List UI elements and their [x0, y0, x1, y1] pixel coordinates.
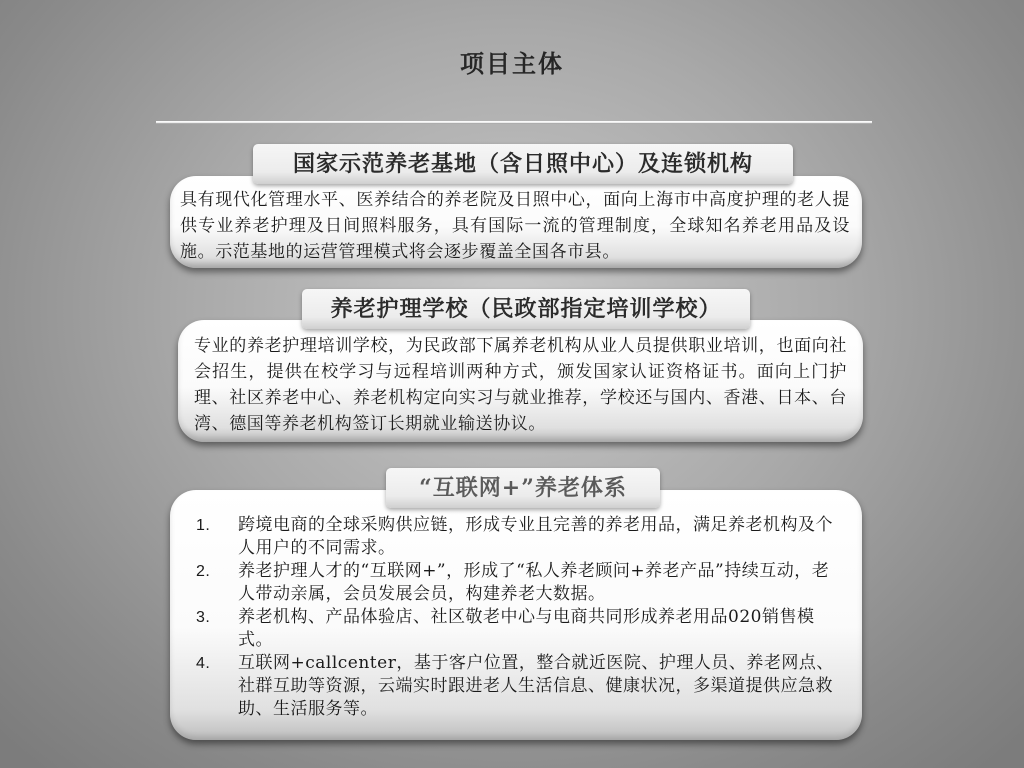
page-title: 项目主体 [460, 49, 564, 78]
section-label-internet-plus: “互联网+”养老体系 [386, 468, 660, 508]
list-item-text: 互联网+callcenter，基于客户位置，整合就近医院、护理人员、养老网点、社群互助等资源，云端实时跟进老人生活信息、健康状况，多渠道提供应急救助、生活服务等。 [238, 653, 834, 719]
list-item [196, 560, 838, 606]
title-divider [156, 121, 872, 124]
list-item-text: 养老机构、产品体验店、社区敬老中心与电商共同形成养老用品020销售模式。 [238, 607, 815, 650]
list-item-number: 1. [196, 517, 211, 534]
list-item-number: 3. [196, 609, 211, 626]
section-label-nursing-school: 养老护理学校（民政部指定培训学校） [302, 289, 750, 329]
list-item [196, 652, 838, 721]
list-item-text: 跨境电商的全球采购供应链，形成专业且完善的养老用品，满足养老机构及个人用户的不同需求。 [238, 515, 833, 558]
section-card-internet-plus [170, 490, 862, 740]
list-item-number: 2. [196, 563, 211, 580]
list-item-text: 养老护理人才的“互联网+”，形成了“私人养老顾问+养老产品”持续互动，老人带动亲属，会员发展会员，构建养老大数据。 [238, 561, 830, 604]
list-item-number: 4. [196, 655, 211, 672]
section-body-nursing-school: 专业的养老护理培训学校，为民政部下属养老机构从业人员提供职业培训，也面向社会招生，提供在校学习与远程培训两种方式，颁发国家认证资格证书。面向上门护理、社区养老中心、养老机构定向实习与就业推荐，学校还与国内、香港、日本、台湾、德国等养老机构签订长期就业输送协议。 [194, 336, 847, 434]
section-card-demo-base [170, 176, 862, 268]
list-item [196, 514, 838, 560]
section-label-demo-base: 国家示范养老基地（含日照中心）及连锁机构 [253, 144, 793, 184]
section-body-demo-base: 具有现代化管理水平、医养结合的养老院及日照中心，面向上海市中高度护理的老人提供专业养老护理及日间照料服务，具有国际一流的管理制度，全球知名养老用品及设施。示范基地的运营管理模式将会逐步覆盖全国各市县。 [180, 190, 850, 262]
list-item [196, 606, 838, 652]
section-card-nursing-school [178, 320, 863, 442]
internet-plus-list [196, 514, 838, 721]
